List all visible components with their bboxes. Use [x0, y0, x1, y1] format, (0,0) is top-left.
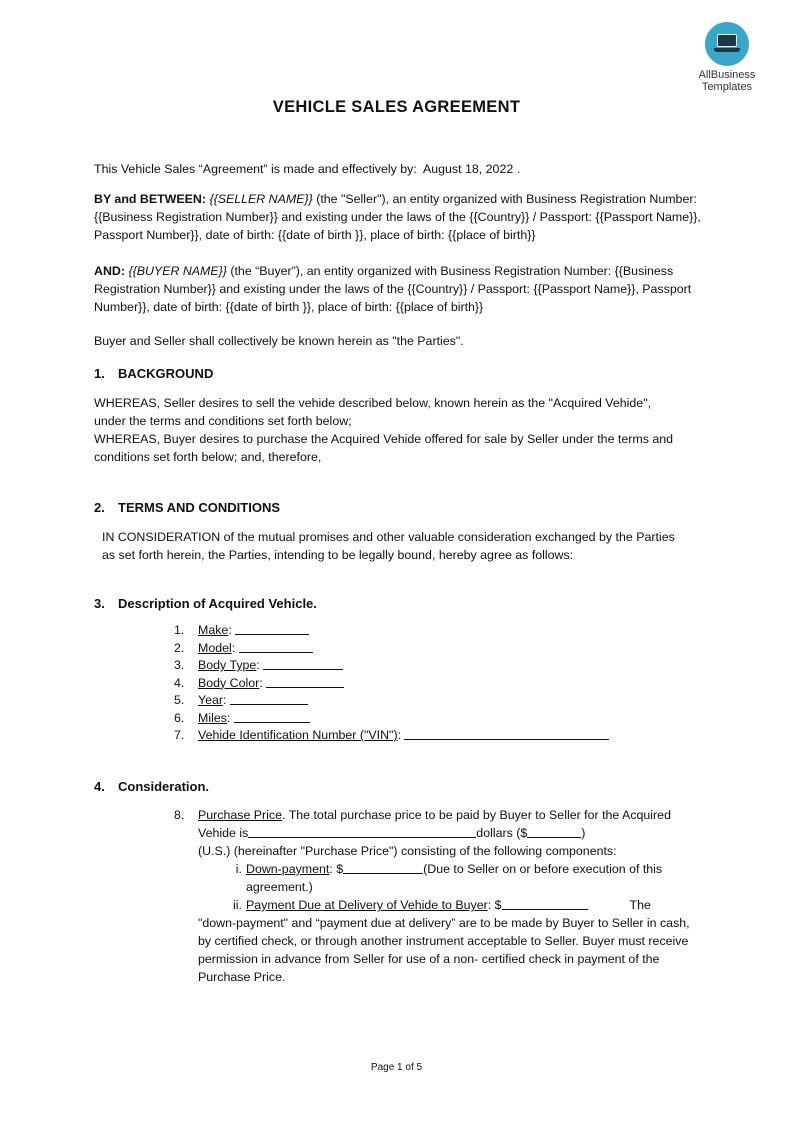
intro-text: This Vehicle Sales “Agreement” is made and effectively by:	[94, 162, 417, 176]
vin-blank-field[interactable]	[404, 727, 609, 740]
purchase-price-components: (U.S.) (hereinafter "Purchase Price") consisting of the following components:	[198, 844, 617, 858]
list-item: ii. Payment Due at Delivery of Vehide to Buyer: $ The	[198, 896, 694, 914]
list-item: 6. Miles:	[166, 710, 609, 728]
list-item: 4. Body Color:	[166, 675, 609, 693]
intro-end: .	[516, 162, 521, 176]
field-label: Miles	[198, 710, 227, 725]
field-label: Body Color	[198, 675, 260, 690]
miles-blank-field[interactable]	[234, 710, 310, 723]
purchase-price-label: Purchase Price	[198, 808, 283, 822]
down-payment-label: Down-payment	[246, 862, 330, 876]
laptop-icon	[705, 22, 749, 66]
buyer-text: (the “Buyer”), an entity organized with Business Registration Number: {{Business Registration Number}} and existing under the laws of the {{Country}} / Passport: {{Passport Name}}, Passport Number}}, date of birth: {{date of birth }}, place of birth: {{place of birth}}	[94, 264, 692, 314]
buyer-paragraph	[94, 262, 704, 316]
agreement-date: August 18, 2022	[422, 162, 514, 176]
seller-lead: BY and BETWEEN:	[94, 192, 206, 206]
field-label: Year	[198, 693, 224, 707]
down-payment-field[interactable]	[343, 861, 423, 874]
purchase-price-words-field[interactable]	[248, 825, 476, 838]
purchase-price-amount-field[interactable]	[527, 825, 581, 838]
section-title: BACKGROUND	[118, 366, 214, 381]
buyer-name: {{BUYER NAME}}	[128, 264, 227, 278]
list-item: 2. Model:	[166, 640, 609, 658]
field-label: Vehide Identification Number ("VIN")	[198, 728, 398, 742]
section-title: Consideration.	[118, 779, 210, 794]
list-item: 3. Body Type:	[166, 657, 609, 675]
make-blank-field[interactable]	[235, 622, 309, 635]
logo-text-line2: Templates	[701, 81, 753, 93]
terms-paragraph: IN CONSIDERATION of the mutual promises and other valuable consideration exchanged by the Parties as set forth herein, the Parties, intending to be legally bound, hereby agree as follows:	[102, 530, 675, 562]
section-title: TERMS AND CONDITIONS	[118, 500, 281, 515]
section-heading-description	[94, 596, 317, 611]
seller-paragraph	[94, 190, 704, 244]
section-heading-consideration	[94, 779, 209, 794]
body-type-blank-field[interactable]	[263, 657, 343, 670]
field-label: Body Type	[198, 658, 257, 672]
allbusiness-templates-logo	[688, 22, 766, 93]
logo-text-line1: AllBusiness	[698, 69, 756, 81]
intro-paragraph	[94, 160, 704, 178]
sub-number: ii.	[233, 898, 242, 912]
model-blank-field[interactable]	[239, 640, 313, 653]
background-paragraph-2: WHEREAS, Buyer desires to purchase the Acquired Vehide offered for sale by Seller under the terms and conditions set forth below; and, therefore,	[94, 432, 674, 464]
parties-paragraph: Buyer and Seller shall collectively be known herein as "the Parties".	[94, 334, 464, 348]
section-number: 4.	[94, 779, 105, 794]
document-title: VEHICLE SALES AGREEMENT	[272, 98, 521, 116]
payment-due-label: Payment Due at Delivery of Vehide to Buyer	[246, 898, 488, 912]
seller-text: (the "Seller"), an entity organized with Business Registration Number: {{Business Registration Number}} and existing under the laws of the {{Country}} / Passport: {{Passport Name}}, Passport Number}}, date of birth: {{date of birth }}, place of birth: {{place of birth}}	[94, 192, 701, 242]
vehicle-fields-list	[166, 622, 609, 745]
background-paragraph-1: WHEREAS, Seller desires to sell the vehide described below, known herein as the "Acquired Vehide", under the terms and conditions set forth below;	[94, 396, 652, 428]
section-heading-background	[94, 366, 213, 381]
section-number: 2.	[94, 500, 105, 515]
item-number: 8.	[174, 808, 185, 822]
field-label: Model	[198, 640, 232, 655]
body-color-blank-field[interactable]	[266, 675, 344, 688]
purchase-price-item: 8. Purchase Price. The total purchase price to be paid by Buyer to Seller for the Acquired Vehide is dollars ($ ) (U.S.) (hereinafter "Purchase Price") consisting of the following components: i. Down-payment: $ (Due to Seller on or before execution of this agreement.) ii. Payment Due at Delivery of Vehide to Buyer: $ The "down-payment" and “payment due at delivery” are to be made by Buyer to Seller in cash, by certified check, or through another instrument acceptable to Seller. Buyer must receive permission in advance from Seller for use of a non- certified check in payment of the Purchase Price.	[174, 806, 694, 986]
list-item: 1. Make:	[166, 622, 609, 640]
sub-number: i.	[235, 862, 242, 876]
buyer-lead: AND:	[94, 264, 125, 278]
payment-closing-paragraph: "down-payment" and “payment due at delivery” are to be made by Buyer to Seller in cash, by certified check, or through another instrument acceptable to Seller. Buyer must receive permission in advance from Seller for use of a non- certified check in payment of the Purchase Price.	[198, 916, 690, 984]
field-label: Make	[198, 623, 229, 637]
section-number: 3.	[94, 596, 105, 611]
list-item: i. Down-payment: $ (Due to Seller on or before execution of this agreement.)	[198, 860, 694, 896]
section-number: 1.	[94, 366, 105, 381]
seller-name: {{SELLER NAME}}	[209, 192, 313, 206]
purchase-price-text: . The total purchase price to be paid by Buyer to Seller for the Acquired Vehide is	[198, 808, 671, 840]
list-item: 7. Vehide Identification Number ("VIN"):	[166, 727, 609, 745]
page-number: Page 1 of 5	[370, 1062, 423, 1073]
section-heading-terms	[94, 500, 280, 515]
section-title: Description of Acquired Vehicle.	[118, 596, 317, 611]
year-blank-field[interactable]	[230, 692, 308, 705]
list-item: 5. Year:	[166, 692, 609, 710]
payment-due-field[interactable]	[502, 897, 588, 910]
